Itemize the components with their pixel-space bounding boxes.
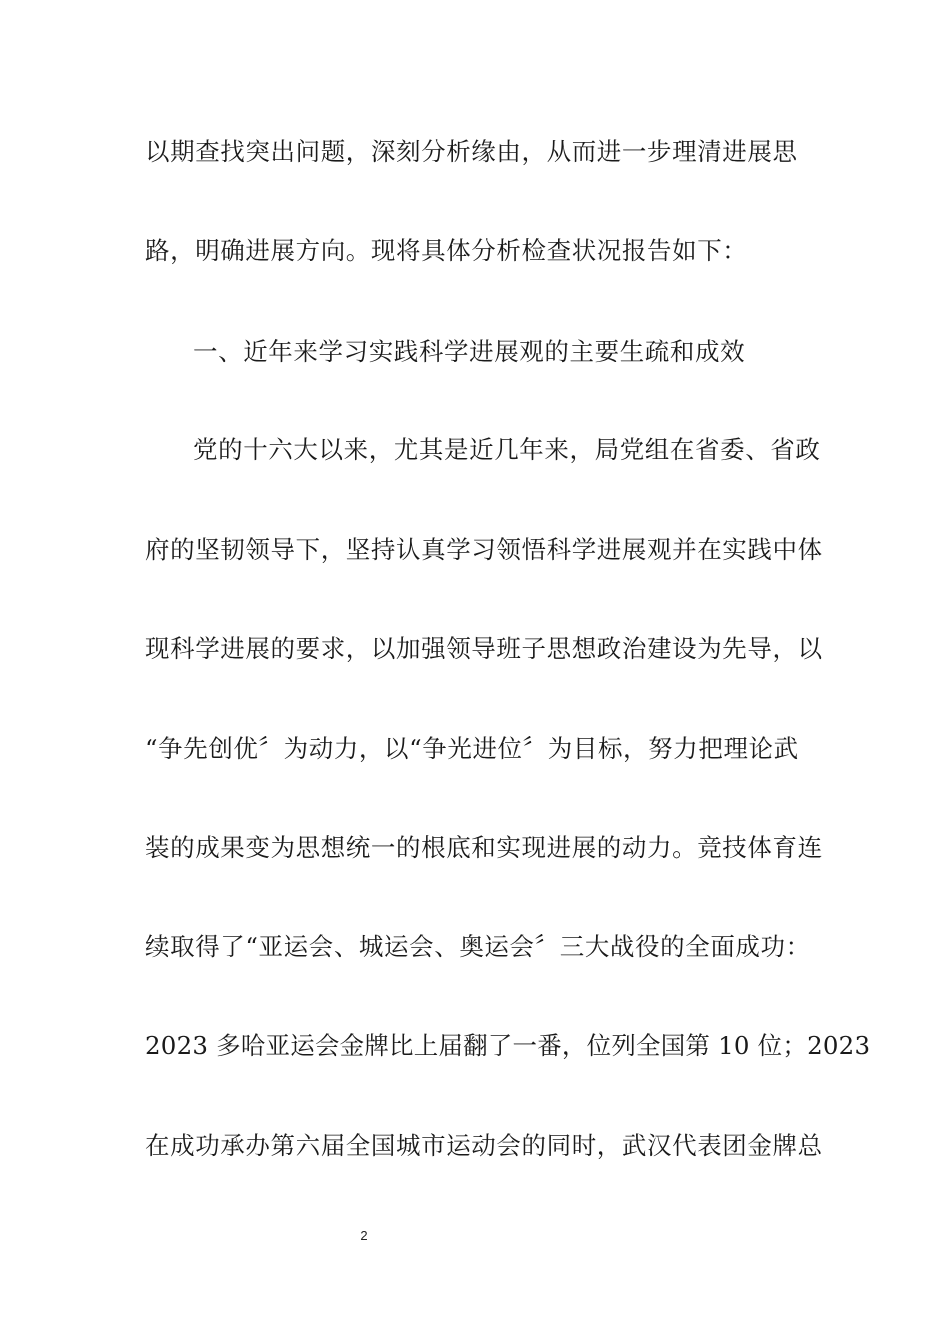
paragraph-line: 装的成果变为思想统一的根底和实现进展的动力。竞技体育连 xyxy=(145,833,823,862)
paragraph-line: 路，明确进展方向。现将具体分析检查状况报告如下： xyxy=(145,236,748,265)
paragraph-line: 在成功承办第六届全国城市运动会的同时，武汉代表团金牌总 xyxy=(145,1131,823,1160)
paragraph-line: 现科学进展的要求，以加强领导班子思想政治建设为先导，以 xyxy=(145,634,823,663)
section-heading: 一、近年来学习实践科学进展观的主要生疏和成效 xyxy=(193,337,746,366)
paragraph-line: 续取得了“亚运会、城运会、奥运会〞三大战役的全面成功： xyxy=(145,932,811,961)
paragraph-line: 党的十六大以来，尤其是近几年来，局党组在省委、省政 xyxy=(193,435,821,464)
paragraph-line: 2023 多哈亚运会金牌比上届翻了一番，位列全国第 10 位；2023 xyxy=(145,1031,871,1060)
paragraph-line: “争先创优〞为动力，以“争光进位〞为目标，努力把理论武 xyxy=(145,734,799,763)
paragraph-line: 以期查找突出问题，深刻分析缘由，从而进一步理清进展思 xyxy=(145,137,798,166)
paragraph-line: 府的坚韧领导下，坚持认真学习领悟科学进展观并在实践中体 xyxy=(145,535,823,564)
page-number: 2 xyxy=(360,1228,368,1243)
